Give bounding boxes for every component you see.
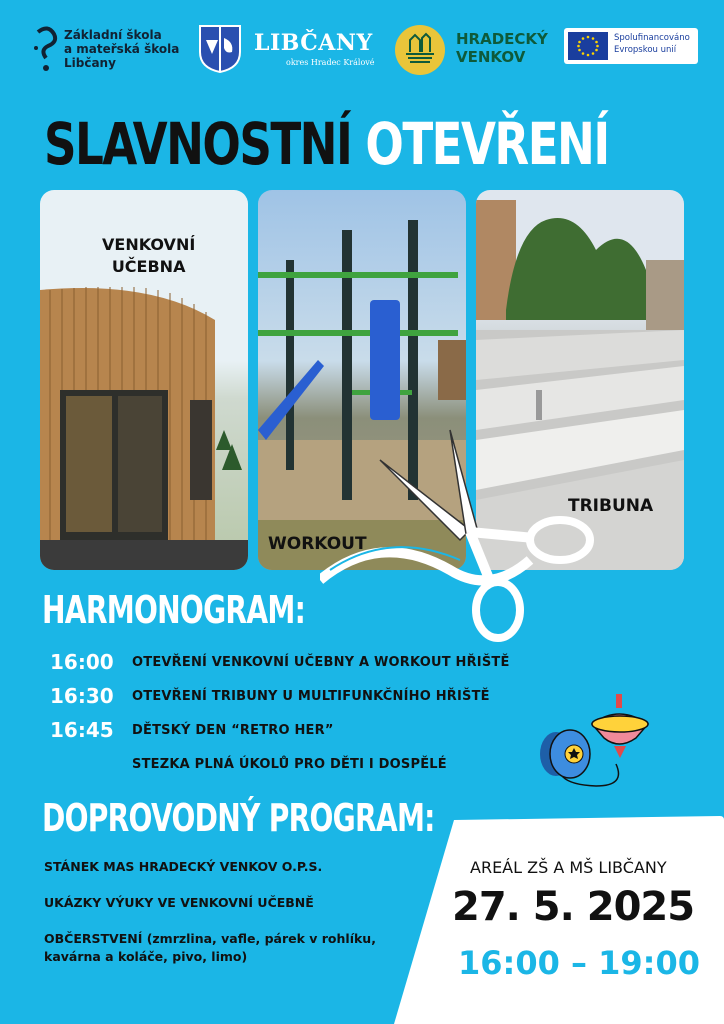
schedule-item-2: OTEVŘENÍ TRIBUNY U MULTIFUNKČNÍHO HŘIŠTĚ [132,689,490,704]
schedule-item-1: OTEVŘENÍ VENKOVNÍ UČEBNY A WORKOUT HŘIŠTĚ [132,655,510,670]
schedule-time-1: 16:00 [50,650,114,674]
schedule-time-2: 16:30 [50,684,114,708]
eu-text-line2: Evropskou unií [614,45,677,55]
mas-name [456,30,548,66]
town-crest-icon [198,24,242,74]
mas-logo-icon [394,24,446,76]
photo-label-workout: WORKOUT [268,534,367,554]
school-logo-icon [30,26,60,74]
school-name-line1: Základní škola [64,28,162,42]
schedule-item-3: DĚTSKÝ DEN “RETRO HER” [132,723,334,738]
program-heading: DOPROVODNÝ PROGRAM: [42,796,435,840]
title-word1: SLAVNOSTNÍ [44,110,352,178]
program-item-1: STÁNEK MAS HRADECKÝ VENKOV O.P.S. [44,859,323,874]
event-date: 27. 5. 2025 [452,884,695,930]
schedule-heading: HARMONOGRAM: [42,588,306,632]
photo-label-classroom [102,234,195,278]
title-word2: OTEVŘENÍ [365,110,609,178]
eu-text [614,32,690,56]
photo-label-tribune: TRIBUNA [568,496,654,516]
photo-label-classroom-line2: UČEBNA [111,257,186,276]
schedule-time-3: 16:45 [50,718,114,742]
event-place: AREÁL ZŠ A MŠ LIBČANY [470,858,667,877]
photo-outdoor-classroom [40,190,248,570]
town-subtitle: okres Hradec Králové [286,58,375,67]
ribbon-scissors-icon [320,420,620,650]
program-item-3-line2: kavárna a koláče, pivo, limo) [44,949,248,964]
photo-label-classroom-line1: VENKOVNÍ [102,235,196,254]
town-name: LIBČANY [254,30,373,56]
toys-icon [536,694,660,802]
program-item-2: UKÁZKY VÝUKY VE VENKOVNÍ UČEBNĚ [44,895,314,910]
mas-name-line2: VENKOV [456,48,526,66]
page-title [44,110,609,178]
event-hours: 16:00 – 19:00 [458,944,700,982]
eu-text-line1: Spolufinancováno [614,33,690,43]
program-item-3 [44,930,376,966]
mas-name-line1: HRADECKÝ [456,30,548,48]
school-name [64,28,179,70]
eu-flag-icon [568,32,608,60]
program-item-3-line1: OBČERSTVENÍ (zmrzlina, vafle, párek v rohlíku, [44,931,376,946]
schedule-item-4: STEZKA PLNÁ ÚKOLŮ PRO DĚTI I DOSPĚLÉ [132,757,447,772]
school-name-line2: a mateřská škola [64,42,180,56]
school-name-line3: Libčany [64,56,116,70]
